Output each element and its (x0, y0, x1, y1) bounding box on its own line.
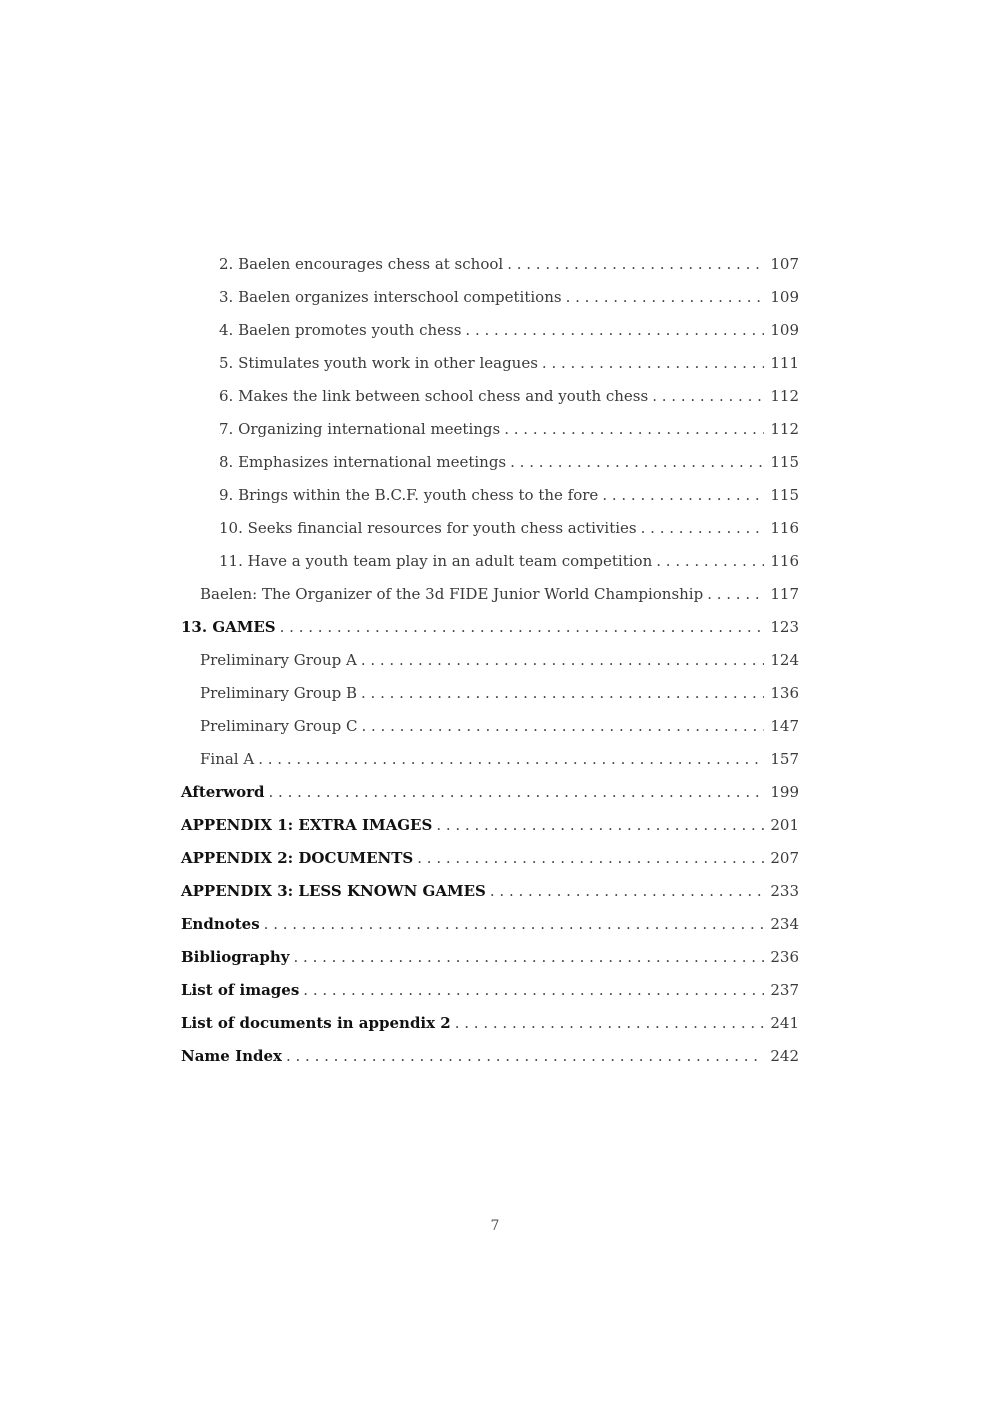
dot-leader (490, 875, 764, 908)
dot-leader (504, 413, 764, 446)
toc-entry[interactable] (200, 578, 799, 611)
dot-leader (294, 941, 765, 974)
toc-entry-page: 112 (770, 420, 799, 438)
toc-entry[interactable] (219, 281, 799, 314)
dot-leader (280, 611, 765, 644)
toc-entry-title: 5. Stimulates youth work in other leagues (219, 354, 538, 372)
toc-entry[interactable] (181, 974, 799, 1007)
toc-entry-page: 234 (770, 915, 799, 933)
toc-entry-page: 112 (770, 387, 799, 405)
toc-entry-page: 236 (770, 948, 799, 966)
dot-leader (656, 545, 764, 578)
dot-leader (455, 1007, 765, 1040)
toc-entry-title: 11. Have a youth team play in an adult team competition (219, 552, 653, 570)
toc-entry-page: 109 (770, 321, 799, 339)
toc-entry[interactable] (219, 446, 799, 479)
toc-entry[interactable] (219, 512, 799, 545)
dot-leader (507, 248, 764, 281)
toc-entry[interactable] (181, 809, 799, 842)
dot-leader (465, 314, 764, 347)
dot-leader (436, 809, 764, 842)
toc-entry-page: 123 (770, 618, 799, 636)
toc-entry-title: 8. Emphasizes international meetings (219, 453, 507, 471)
toc-entry-title: Preliminary Group A (200, 651, 357, 669)
dot-leader (361, 644, 765, 677)
toc-entry[interactable] (181, 1007, 799, 1040)
toc-entry[interactable] (200, 710, 799, 743)
dot-leader (566, 281, 765, 314)
dot-leader (286, 1040, 764, 1073)
toc-entry[interactable] (219, 413, 799, 446)
dot-leader (707, 578, 764, 611)
toc-entry-page: 109 (770, 288, 799, 306)
toc-entry[interactable] (181, 842, 799, 875)
toc-entry-title: 13. GAMES (181, 618, 276, 636)
dot-leader (361, 710, 764, 743)
toc-entry-title: 10. Seeks financial resources for youth chess activities (219, 519, 637, 537)
toc-entry-page: 116 (770, 552, 799, 570)
toc-entry-title: Bibliography (181, 948, 290, 966)
toc-entry[interactable] (181, 776, 799, 809)
toc-entry-page: 157 (770, 750, 799, 768)
toc-entry[interactable] (181, 941, 799, 974)
toc-entry[interactable] (200, 644, 799, 677)
toc-entry-page: 147 (770, 717, 799, 735)
toc-entry-page: 201 (770, 816, 799, 834)
toc-entry[interactable] (219, 545, 799, 578)
dot-leader (542, 347, 764, 380)
toc-entry-title: Baelen: The Organizer of the 3d FIDE Junior World Championship (200, 585, 704, 603)
toc-entry-title: 4. Baelen promotes youth chess (219, 321, 462, 339)
toc-entry[interactable] (219, 380, 799, 413)
toc-entry-page: 237 (770, 981, 799, 999)
toc-entry-page: 124 (770, 651, 799, 669)
toc-entry[interactable] (219, 314, 799, 347)
toc-entry[interactable] (219, 248, 799, 281)
toc-entry-title: List of documents in appendix 2 (181, 1014, 451, 1032)
toc-entry-page: 199 (770, 783, 799, 801)
toc-entry-title: APPENDIX 3: LESS KNOWN GAMES (181, 882, 486, 900)
toc-entry-title: 7. Organizing international meetings (219, 420, 501, 438)
dot-leader (602, 479, 764, 512)
toc-entry-page: 117 (770, 585, 799, 603)
dot-leader (417, 842, 764, 875)
toc-entry-title: 2. Baelen encourages chess at school (219, 255, 504, 273)
toc-entry[interactable] (181, 875, 799, 908)
dot-leader (361, 677, 764, 710)
toc-entry-title: 6. Makes the link between school chess and youth chess (219, 387, 649, 405)
toc-entry[interactable] (200, 743, 799, 776)
page-number: 7 (490, 1218, 500, 1234)
toc-entry-page: 107 (770, 255, 799, 273)
toc-entry-title: 9. Brings within the B.C.F. youth chess to the fore (219, 486, 599, 504)
toc-entry-title: Name Index (181, 1047, 282, 1065)
toc-entry-title: Final A (200, 750, 255, 768)
toc-entry-title: APPENDIX 2: DOCUMENTS (181, 849, 414, 867)
toc-entry-title: Afterword (181, 783, 265, 801)
dot-leader (641, 512, 765, 545)
toc-entry-page: 115 (770, 453, 799, 471)
toc-entry-page: 207 (770, 849, 799, 867)
dot-leader (258, 743, 764, 776)
dot-leader (510, 446, 764, 479)
toc-entry-page: 116 (770, 519, 799, 537)
toc-entry[interactable] (181, 1040, 799, 1073)
toc-entry[interactable] (219, 347, 799, 380)
toc-entry[interactable] (200, 677, 799, 710)
toc-entry[interactable] (219, 479, 799, 512)
toc-entry-page: 115 (770, 486, 799, 504)
toc-entry[interactable] (181, 611, 799, 644)
dot-leader (303, 974, 764, 1007)
toc-entry-title: APPENDIX 1: EXTRA IMAGES (181, 816, 433, 834)
toc-entry-page: 242 (770, 1047, 799, 1065)
dot-leader (652, 380, 764, 413)
toc-entry-title: 3. Baelen organizes interschool competitions (219, 288, 562, 306)
dot-leader (264, 908, 765, 941)
toc-entry-title: Preliminary Group C (200, 717, 358, 735)
toc-entry-page: 111 (770, 354, 799, 372)
dot-leader (269, 776, 765, 809)
toc-entry-page: 241 (770, 1014, 799, 1032)
toc-entry-page: 136 (770, 684, 799, 702)
toc-entry-page: 233 (770, 882, 799, 900)
toc-entry-title: Endnotes (181, 915, 260, 933)
toc-entry[interactable] (181, 908, 799, 941)
toc-entry-title: List of images (181, 981, 300, 999)
toc-entry-title: Preliminary Group B (200, 684, 358, 702)
